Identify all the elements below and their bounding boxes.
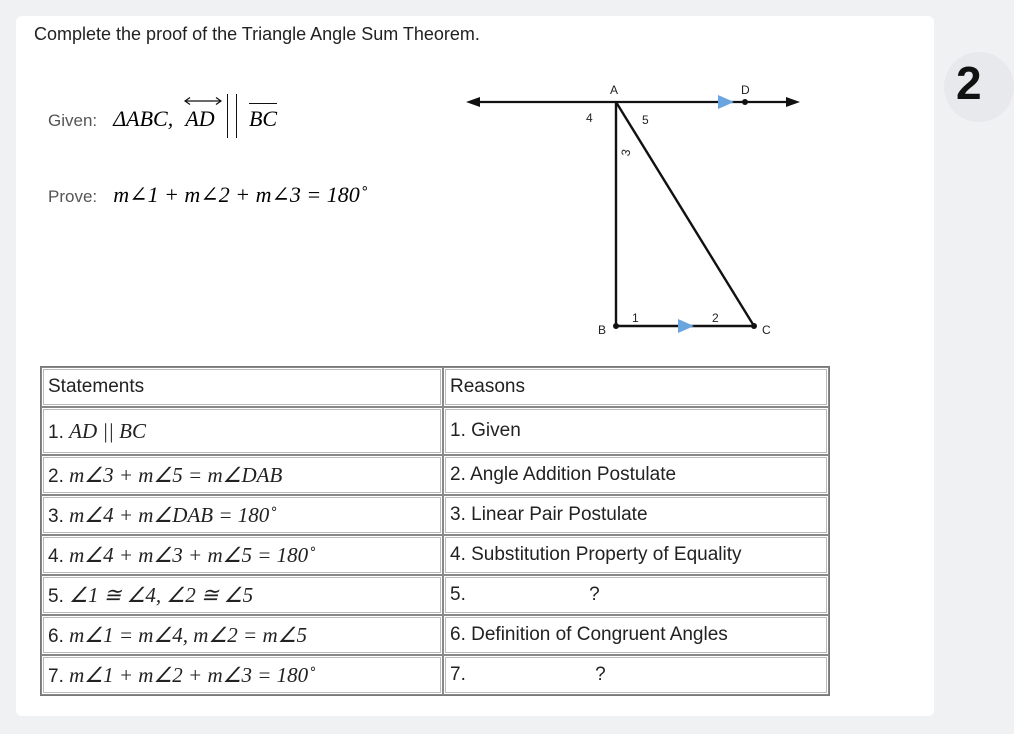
reason-cell: 3. Linear Pair Postulate — [443, 495, 829, 535]
point-c — [751, 323, 757, 329]
reason-cell: 2. Angle Addition Postulate — [443, 455, 829, 495]
point-d — [742, 99, 748, 105]
left-arrowhead — [466, 97, 480, 107]
table-row — [41, 495, 829, 535]
row-number: 5. — [48, 585, 64, 607]
parallel-marker-top — [718, 95, 734, 109]
table-row — [41, 615, 829, 655]
table-row — [41, 535, 829, 575]
label-c: C — [762, 323, 771, 337]
header-statements: Statements — [41, 367, 443, 407]
point-b — [613, 323, 619, 329]
statement-text: m∠1 = m∠4, m∠2 = m∠5 — [69, 622, 307, 647]
header-reasons: Reasons — [443, 367, 829, 407]
given-segment-bc-text: BC — [248, 105, 278, 131]
given-statement — [48, 98, 277, 142]
angle-label-2: 2 — [712, 311, 719, 325]
table-row — [41, 455, 829, 495]
missing-reason-marker: ? — [595, 664, 606, 685]
prove-label: Prove: — [48, 187, 98, 206]
label-b: B — [598, 323, 607, 337]
parallel-marker-bottom — [678, 319, 694, 333]
table-row — [41, 575, 829, 615]
label-d: D — [741, 83, 750, 97]
question-prompt: Complete the proof of the Triangle Angle Sum Theorem. — [34, 24, 480, 44]
statement-text: m∠4 + m∠3 + m∠5 = 180˚ — [69, 542, 316, 567]
line-arrow-icon — [183, 96, 223, 106]
statement-text: ∠1 ≅ ∠4, ∠2 ≅ ∠5 — [69, 582, 254, 607]
question-card — [16, 16, 934, 716]
angle-label-5: 5 — [642, 113, 649, 127]
side-glyph: 2 — [956, 57, 982, 109]
reason-number: 5. — [450, 584, 466, 605]
angle-label-3: 3 — [618, 148, 634, 158]
row-number: 2. — [48, 465, 64, 487]
statement-cell — [41, 575, 443, 615]
prove-expression: m∠1 + m∠2 + m∠3 = 180˚ — [113, 182, 368, 207]
row-number: 1. — [48, 421, 64, 443]
statement-text: m∠4 + m∠DAB = 180˚ — [69, 502, 277, 527]
reason-cell: 4. Substitution Property of Equality — [443, 535, 829, 575]
reason-cell: 1. Given — [443, 407, 829, 455]
proof-table — [40, 366, 830, 696]
statement-text: m∠3 + m∠5 = m∠DAB — [69, 462, 283, 487]
row-number: 3. — [48, 505, 64, 527]
prove-statement — [48, 182, 367, 208]
table-row — [41, 407, 829, 455]
reason-cell-blank[interactable] — [443, 655, 829, 695]
segment-ac — [616, 102, 754, 326]
statement-text: AD || BC — [69, 418, 147, 443]
row-number: 6. — [48, 625, 64, 647]
missing-reason-marker: ? — [589, 584, 600, 605]
row-number: 4. — [48, 545, 64, 567]
reason-cell-blank[interactable] — [443, 575, 829, 615]
table-header-row — [41, 367, 829, 407]
given-segment-bc — [249, 106, 277, 132]
label-a: A — [610, 83, 619, 97]
triangle-diagram — [456, 76, 816, 346]
angle-label-1: 1 — [632, 311, 639, 325]
table-row — [41, 655, 829, 695]
reason-cell: 6. Definition of Congruent Angles — [443, 615, 829, 655]
statement-cell — [41, 455, 443, 495]
statement-cell — [41, 495, 443, 535]
given-line-ad — [185, 106, 214, 132]
given-triangle: ΔABC, — [113, 105, 174, 131]
angle-label-4: 4 — [586, 111, 593, 125]
statement-text: m∠1 + m∠2 + m∠3 = 180˚ — [69, 662, 316, 687]
given-line-ad-text: AD — [185, 105, 215, 131]
statement-cell — [41, 615, 443, 655]
reason-number: 7. — [450, 664, 466, 685]
right-arrowhead — [786, 97, 800, 107]
statement-cell — [41, 535, 443, 575]
statement-cell — [41, 407, 443, 455]
row-number: 7. — [48, 665, 64, 687]
given-label: Given: — [48, 110, 98, 130]
statement-cell — [41, 655, 443, 695]
segment-bar — [249, 103, 277, 104]
parallel-symbol — [227, 94, 237, 138]
